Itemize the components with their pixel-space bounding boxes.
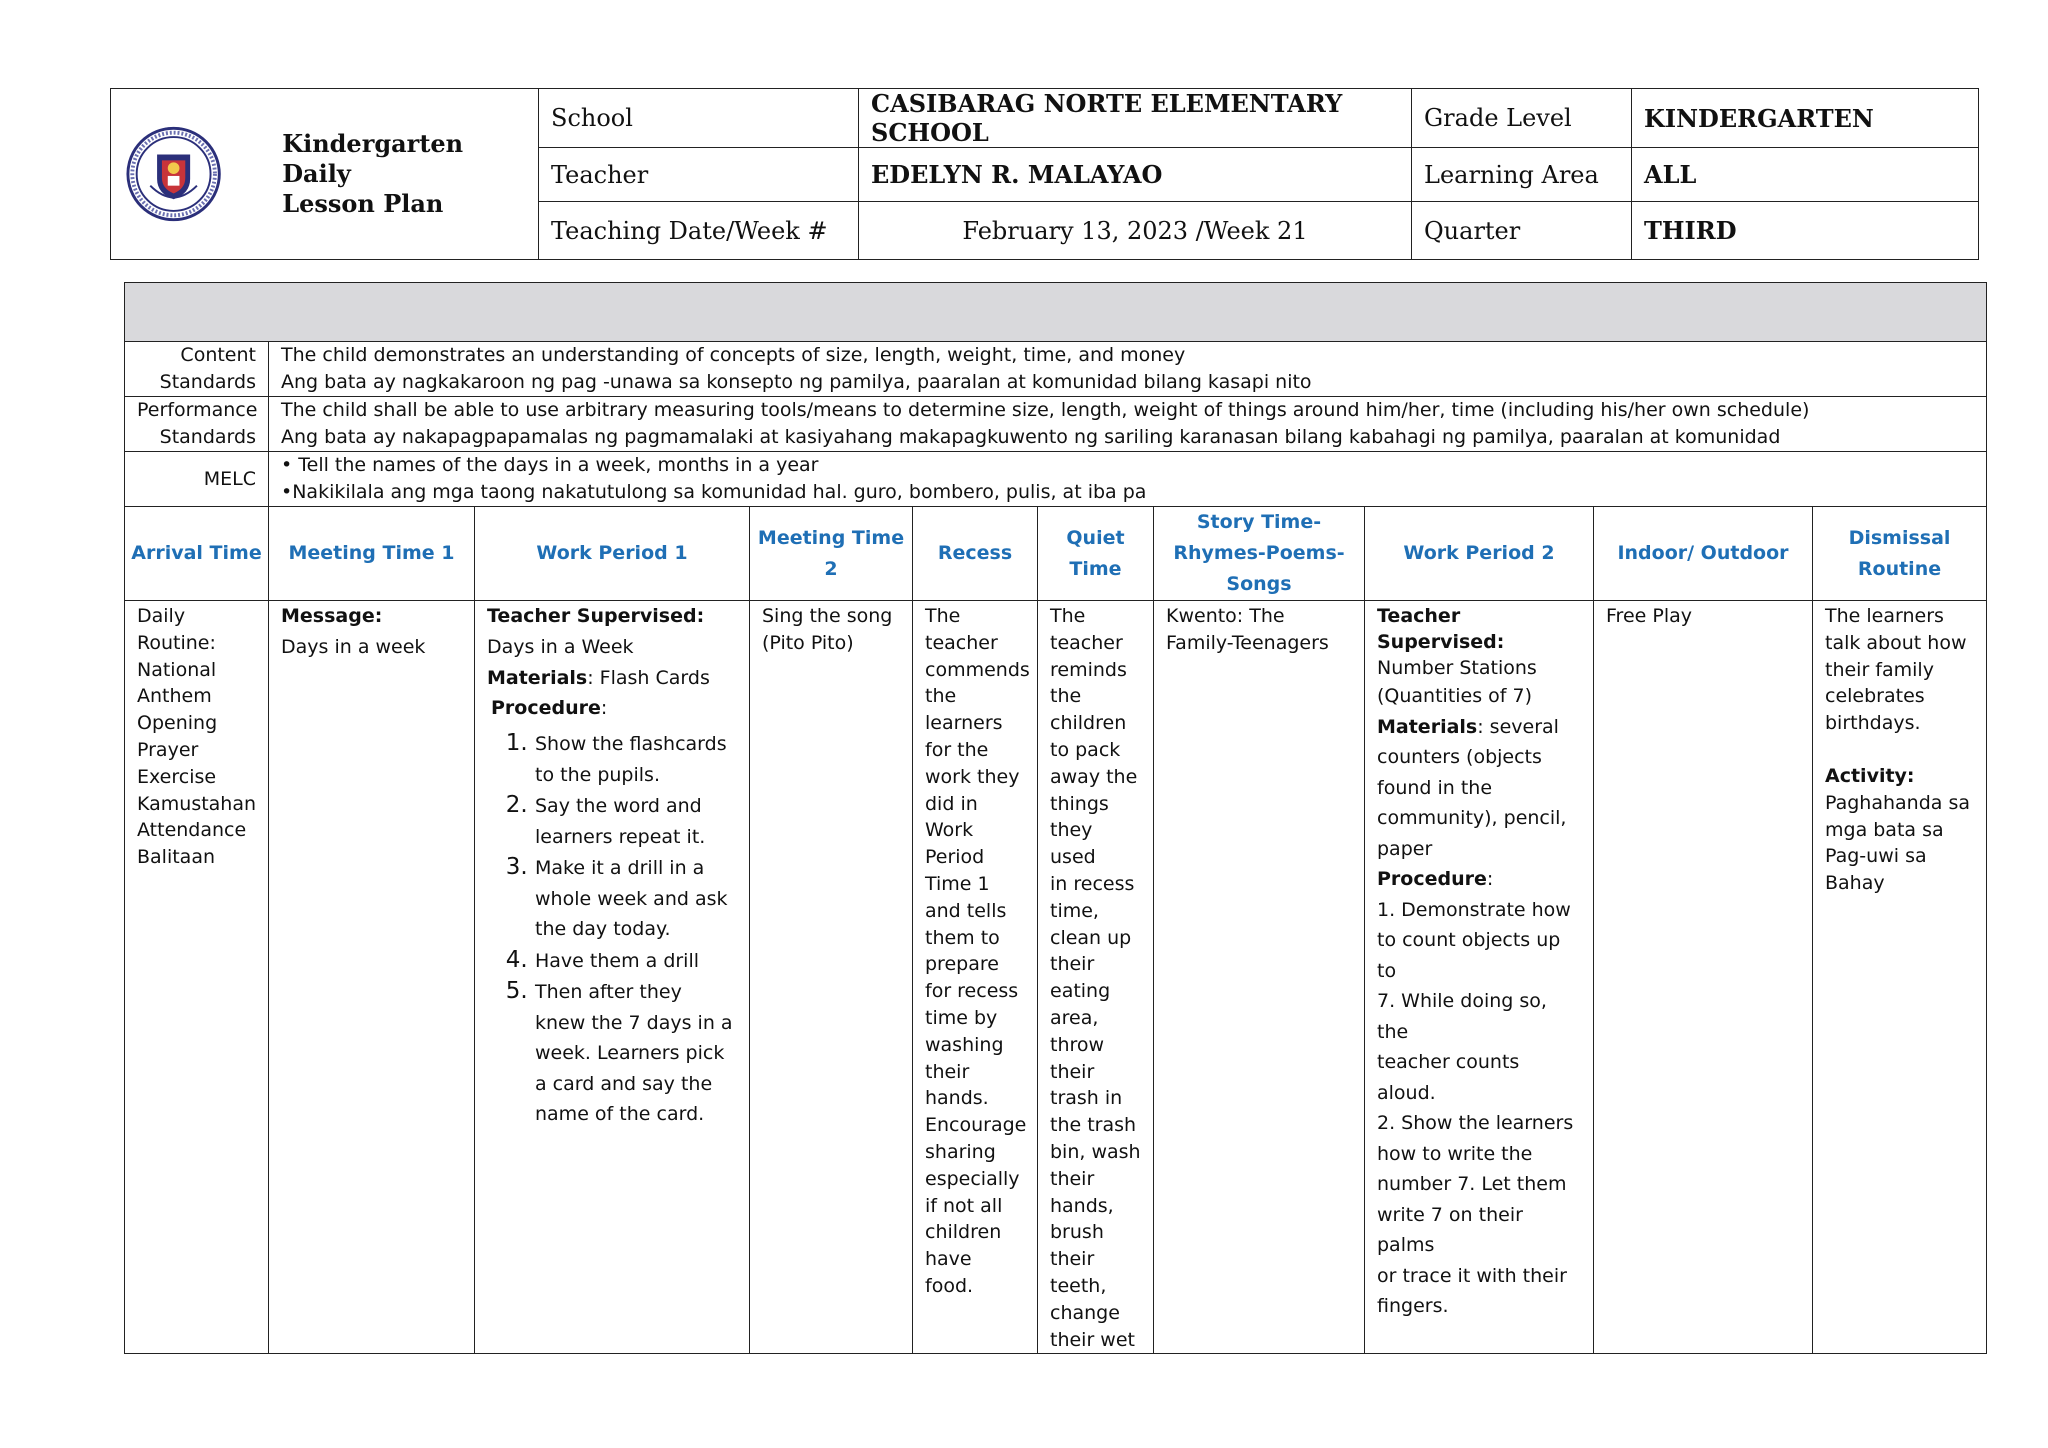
- dismissal-activity-label: Activity:: [1825, 764, 1915, 787]
- arrival-line: National: [137, 658, 217, 681]
- dismissal-line: their family: [1825, 658, 1934, 681]
- recess-line: for recess: [925, 980, 1019, 1003]
- work2-line: teacher counts aloud.: [1377, 1051, 1520, 1104]
- story-line: Kwento: The: [1166, 605, 1285, 627]
- recess-line: Time 1: [925, 872, 990, 895]
- recess-line: Encourage: [925, 1114, 1027, 1137]
- performance-line1: The child shall be able to use arbitrary measuring tools/means to determine size, length, weight of things around him/her, time (including his/her own schedule): [281, 399, 1810, 421]
- col-dismissal-line1: Dismissal: [1848, 526, 1951, 549]
- lesson-table: [124, 282, 1987, 1354]
- header-table: [110, 88, 1979, 260]
- work2-supervised-label: Teacher Supervised:: [1377, 605, 1505, 653]
- quiet-line: area,: [1050, 1006, 1099, 1029]
- col-meeting1: Meeting Time 1: [269, 507, 475, 601]
- quiet-line: to pack: [1050, 738, 1121, 761]
- work1-step: 5. Then after they knew the 7 days in a week. Learners pick a card and say the name of the card.: [535, 976, 737, 1130]
- recess-line: The: [925, 605, 961, 627]
- col-meeting2-line1: Meeting Time: [757, 526, 905, 549]
- school-label: School: [539, 89, 859, 148]
- quiet-line: time,: [1050, 899, 1099, 922]
- work2-line: to count objects up to: [1377, 929, 1561, 982]
- recess-line: especially: [925, 1167, 1020, 1190]
- quiet-line: eating: [1050, 980, 1111, 1003]
- arrival-line: Daily: [137, 605, 186, 627]
- quiet-line: teacher: [1050, 631, 1123, 654]
- col-work1: Work Period 1: [475, 507, 750, 601]
- recess-line: and tells: [925, 899, 1007, 922]
- quiet-line: in recess: [1050, 872, 1135, 895]
- logo-cell: [111, 89, 539, 260]
- meeting2-line: (Pito Pito): [762, 631, 854, 654]
- plan-title-line2: Lesson Plan: [282, 189, 444, 218]
- arrival-cell: [125, 601, 269, 1354]
- message-text: Days in a week: [281, 635, 426, 658]
- performance-standards-row: [125, 397, 1987, 452]
- work2-line: fingers.: [1377, 1295, 1449, 1317]
- col-meeting2-line2: 2: [824, 557, 838, 580]
- content-label-line2: Standards: [159, 371, 256, 393]
- meeting2-cell: [750, 601, 913, 1354]
- plan-title-line1: Kindergarten Daily: [282, 129, 464, 188]
- recess-line: their: [925, 1060, 970, 1083]
- quarter-label: Quarter: [1412, 202, 1632, 260]
- arrival-line: Attendance: [137, 819, 247, 842]
- recess-line: the: [925, 685, 957, 708]
- work1-materials-label: Materials: [487, 666, 588, 689]
- quiet-line: away the: [1050, 765, 1138, 788]
- recess-line: them to: [925, 926, 1000, 949]
- work2-line: found in the: [1377, 776, 1493, 799]
- recess-line: children: [925, 1221, 1002, 1244]
- work1-step: 4. Have them a drill: [535, 945, 737, 977]
- work1-step: 3. Make it a drill in a whole week and ask the day today.: [535, 852, 737, 945]
- content-line1: The child demonstrates an understanding of concepts of size, length, weight, time, and money: [281, 344, 1186, 366]
- dismissal-line: talk about how: [1825, 631, 1967, 654]
- col-quiet: [1038, 507, 1154, 601]
- learning-area-value: ALL: [1632, 148, 1979, 202]
- dismissal-activity-line: Paghahanda sa: [1825, 791, 1971, 814]
- work1-procedure: [487, 695, 737, 722]
- recess-line: sharing: [925, 1140, 996, 1163]
- melc-label: MELC: [125, 452, 269, 507]
- quiet-line: reminds: [1050, 658, 1127, 681]
- message-label: Message:: [281, 605, 383, 627]
- recess-line: if not all: [925, 1194, 1003, 1217]
- work2-line: paper: [1377, 837, 1433, 860]
- performance-standards-label: [125, 397, 269, 452]
- arrival-line: Prayer: [137, 738, 199, 761]
- col-dismissal-line2: Routine: [1857, 557, 1942, 580]
- work1-step: 2. Say the word and learners repeat it.: [535, 790, 737, 852]
- quiet-line: brush: [1050, 1221, 1104, 1244]
- recess-line: work they: [925, 765, 1020, 788]
- arrival-line: Balitaan: [137, 846, 216, 869]
- col-meeting2: [750, 507, 913, 601]
- gray-band: [125, 283, 1987, 342]
- performance-label-line2: Standards: [159, 426, 256, 448]
- work2-materials-label: Materials: [1377, 715, 1478, 738]
- content-line2: Ang bata ay nagkakaroon ng pag -unawa sa konsepto ng pamilya, paaralan at komunidad bilang kasapi nito: [281, 371, 1312, 393]
- arrival-line: Routine:: [137, 631, 216, 654]
- work2-cell: [1365, 601, 1594, 1354]
- content-standards-row: [125, 342, 1987, 397]
- work2-line: community), pencil,: [1377, 807, 1567, 829]
- quiet-line: their: [1050, 953, 1095, 976]
- col-story-line3: Songs: [1226, 573, 1292, 595]
- school-value: CASIBARAG NORTE ELEMENTARY SCHOOL: [859, 89, 1412, 148]
- story-line: Family-Teenagers: [1166, 631, 1329, 654]
- work2-procedure-label: Procedure: [1377, 868, 1487, 890]
- recess-line: have food.: [925, 1248, 974, 1297]
- arrival-line: Anthem: [137, 685, 212, 708]
- content-standards-text: [269, 342, 1987, 397]
- work1-steps: [487, 728, 737, 1130]
- work2-line: 7. While doing so, the: [1377, 990, 1547, 1043]
- col-story-line2: Rhymes-Poems-: [1173, 542, 1345, 564]
- melc-row: [125, 452, 1987, 507]
- recess-line: did in: [925, 792, 978, 815]
- quiet-line: hands,: [1050, 1194, 1114, 1217]
- quiet-line: their: [1050, 1167, 1095, 1190]
- content-label-line1: Content: [180, 344, 256, 366]
- quiet-line: change: [1050, 1301, 1120, 1324]
- work2-materials-text: : several: [1477, 715, 1559, 738]
- work1-procedure-label: Procedure: [491, 697, 601, 720]
- work1-topic: Days in a Week: [487, 635, 634, 658]
- work2-line: 2. Show the learners: [1377, 1112, 1574, 1134]
- dismissal-cell: [1813, 601, 1987, 1354]
- date-value: February 13, 2023 /Week 21: [859, 202, 1412, 260]
- dismissal-line: The learners: [1825, 605, 1944, 627]
- recess-cell: [913, 601, 1038, 1354]
- deped-seal-icon: [125, 125, 222, 223]
- melc-line2: •Nakikilala ang mga taong nakatutulong sa komunidad hal. guro, bombero, pulis, at iba pa: [281, 481, 1147, 503]
- teacher-label: Teacher: [539, 148, 859, 202]
- work1-cell: [475, 601, 750, 1354]
- quiet-line: their wet: [1050, 1328, 1135, 1351]
- col-story: [1154, 507, 1365, 601]
- quiet-line: The: [1050, 605, 1086, 627]
- indoor-cell: Free Play: [1594, 601, 1813, 1354]
- recess-line: time by: [925, 1006, 998, 1029]
- col-recess: Recess: [913, 507, 1038, 601]
- work2-line: 1. Demonstrate how: [1377, 898, 1571, 921]
- dismissal-activity-line: mga bata sa: [1825, 818, 1944, 841]
- col-story-line1: Story Time-: [1196, 511, 1322, 533]
- recess-line: for the: [925, 738, 989, 761]
- quiet-line: things: [1050, 792, 1109, 815]
- recess-line: Period: [925, 846, 985, 869]
- recess-line: washing: [925, 1033, 1004, 1056]
- grade-value: KINDERGARTEN: [1632, 89, 1979, 148]
- recess-line: commends: [925, 658, 1030, 681]
- arrival-line: Exercise: [137, 765, 217, 788]
- quarter-value: THIRD: [1632, 202, 1979, 260]
- performance-standards-text: [269, 397, 1987, 452]
- arrival-line: Kamustahan: [137, 792, 257, 815]
- grade-label: Grade Level: [1412, 89, 1632, 148]
- work2-procedure: [1377, 864, 1581, 895]
- work2-line: write 7 on their palms: [1377, 1203, 1523, 1256]
- dismissal-spacer: [1825, 737, 1974, 763]
- performance-line2: Ang bata ay nakapagpapamalas ng pagmamalaki at kasiyahang makapagkuwento ng sariling karanasan bilang kabahagi ng pamilya, paaralan at komunidad: [281, 426, 1781, 448]
- activities-row: [125, 601, 1987, 1354]
- plan-title: [282, 129, 538, 219]
- recess-line: learners: [925, 712, 1003, 735]
- quiet-line: they used: [1050, 819, 1096, 869]
- col-indoor: Indoor/ Outdoor: [1594, 507, 1813, 601]
- quiet-line: bin, wash: [1050, 1140, 1141, 1163]
- work1-materials-text: : Flash Cards: [587, 666, 710, 689]
- recess-line: prepare: [925, 953, 999, 976]
- work2-procedure-colon: :: [1486, 868, 1494, 890]
- quiet-line: the: [1050, 685, 1082, 708]
- dismissal-activity-line: Pag-uwi sa: [1825, 845, 1927, 868]
- work1-supervised-label: Teacher Supervised:: [487, 605, 705, 627]
- learning-area-label: Learning Area: [1412, 148, 1632, 202]
- quiet-line: throw: [1050, 1033, 1105, 1056]
- dismissal-activity-line: Bahay: [1825, 872, 1885, 895]
- quiet-line: trash in: [1050, 1087, 1123, 1110]
- work1-procedure-colon: :: [600, 697, 608, 720]
- col-work2: Work Period 2: [1365, 507, 1594, 601]
- work2-line: or trace it with their: [1377, 1264, 1567, 1287]
- quiet-line: their: [1050, 1248, 1095, 1271]
- performance-label-line1: Performance: [137, 399, 258, 421]
- melc-text: [269, 452, 1987, 507]
- work2-line: (Quantities of 7): [1377, 685, 1533, 707]
- meeting1-cell: [269, 601, 475, 1354]
- col-dismissal: [1813, 507, 1987, 601]
- work2-line: Number Stations: [1377, 657, 1537, 679]
- quiet-line: children: [1050, 712, 1127, 735]
- recess-line: teacher: [925, 631, 998, 654]
- date-label: Teaching Date/Week #: [539, 202, 859, 260]
- work2-line: how to write the: [1377, 1142, 1533, 1165]
- col-quiet-line2: Time: [1069, 557, 1122, 580]
- col-quiet-line1: Quiet: [1066, 526, 1125, 549]
- work2-line: counters (objects: [1377, 746, 1542, 768]
- melc-line1: • Tell the names of the days in a week, months in a year: [281, 454, 819, 476]
- col-arrival: Arrival Time: [125, 507, 269, 601]
- quiet-line: clean up: [1050, 926, 1132, 949]
- arrival-line: Opening: [137, 712, 218, 735]
- content-standards-label: [125, 342, 269, 397]
- recess-line: hands.: [925, 1087, 989, 1110]
- work2-materials: [1377, 712, 1581, 743]
- teacher-value: EDELYN R. MALAYAO: [859, 148, 1412, 202]
- meeting2-line: Sing the song: [762, 605, 893, 627]
- column-header-row: [125, 507, 1987, 601]
- dismissal-line: celebrates: [1825, 685, 1925, 708]
- work1-step: 1. Show the flashcards to the pupils.: [535, 728, 737, 790]
- quiet-line: their: [1050, 1060, 1095, 1083]
- quiet-line: teeth,: [1050, 1274, 1107, 1297]
- quiet-line: the trash: [1050, 1114, 1137, 1137]
- quiet-cell: [1038, 601, 1154, 1354]
- work1-materials: [487, 665, 737, 692]
- recess-line: Work: [925, 819, 974, 842]
- story-cell: [1154, 601, 1365, 1354]
- work2-line: number 7. Let them: [1377, 1173, 1567, 1195]
- dismissal-line: birthdays.: [1825, 712, 1921, 735]
